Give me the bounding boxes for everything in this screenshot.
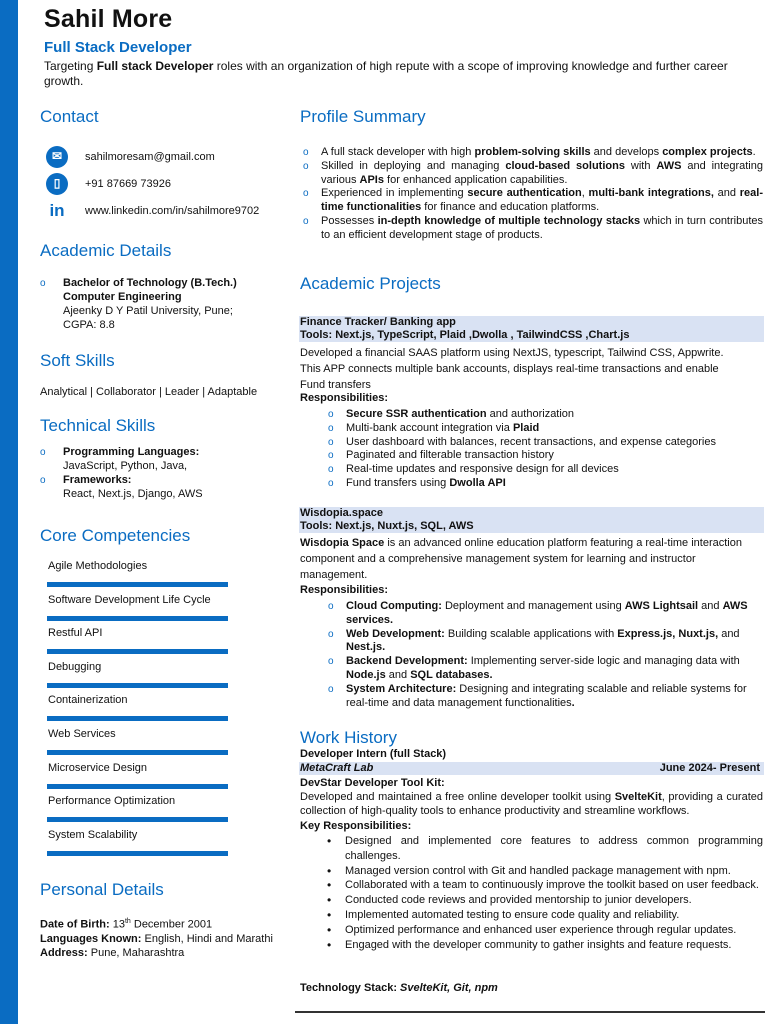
- competency-label: Agile Methodologies: [48, 560, 148, 572]
- competency-label: Web Services: [48, 728, 116, 740]
- tech-stack: Technology Stack: SvelteKit, Git, npm: [300, 982, 498, 994]
- fw-bullet-icon: o: [40, 475, 46, 486]
- technical-skills-heading: Technical Skills: [40, 416, 156, 435]
- project1-tools: Tools: Next.js, TypeScript, Plaid ,Dwolla , TailwindCSS ,Chart.js: [300, 329, 630, 341]
- list-item: o Multi-bank account integration via Plaid: [324, 422, 764, 436]
- work-date: June 2024- Present: [659, 762, 760, 774]
- phone-text: +91 87669 73926: [85, 177, 171, 190]
- email-icon: ✉: [46, 146, 68, 168]
- list-item: o Real-time updates and responsive design for all devices: [324, 463, 764, 477]
- list-item: o Skilled in deploying and managing cloud-based solutions with AWS and integrating various APIs for enhanced application capabilities.: [299, 160, 763, 188]
- competency-bar: [47, 616, 228, 621]
- list-item: • Managed version control with Git and handled package management with npm.: [323, 864, 763, 879]
- project2-tools: Tools: Next.js, Nuxt.js, SQL, AWS: [300, 520, 474, 532]
- competency-bar: [47, 750, 228, 755]
- list-item: o A full stack developer with high problem-solving skills and develops complex projects.: [299, 146, 763, 160]
- competency-bar: [47, 817, 228, 822]
- project2-description: Wisdopia Space is an advanced online education platform featuring a real-time interaction component and a comprehensive management system for learning and instructor management.: [300, 537, 742, 581]
- candidate-role: Full Stack Developer: [44, 39, 192, 56]
- competency-label: Software Development Life Cycle: [48, 593, 211, 606]
- competency-bar: [47, 582, 228, 587]
- list-item: o System Architecture: Designing and integrating scalable and reliable systems for real-time and data management functionalities.: [324, 683, 764, 711]
- competency-bar: [47, 784, 228, 789]
- competency-label: Performance Optimization: [48, 795, 176, 808]
- frameworks: Frameworks: React, Next.js, Django, AWS: [63, 474, 203, 500]
- competency-bar: [47, 683, 228, 688]
- soft-skills-text: Analytical | Collaborator | Leader | Adaptable: [40, 386, 258, 398]
- candidate-name: Sahil More: [44, 5, 173, 33]
- work-resp-label: Key Responsibilities:: [300, 820, 412, 832]
- linkedin-row[interactable]: [46, 200, 259, 222]
- career-objective: Targeting Full stack Developer roles with an organization of high repute with a scope of improving knowledge and further career growth.: [44, 59, 728, 88]
- work-company: MetaCraft Lab: [300, 762, 374, 774]
- competency-bar: [47, 851, 228, 856]
- programming-languages: Programming Languages: JavaScript, Python, Java,: [63, 446, 200, 472]
- competency-bar: [47, 649, 228, 654]
- project1-header: [299, 316, 764, 342]
- prog-bullet-icon: o: [40, 447, 46, 458]
- project2-responsibilities: [324, 600, 764, 710]
- college: Ajeenky D Y Patil University, Pune;: [63, 305, 233, 317]
- competency-label: Debugging: [48, 660, 102, 673]
- list-item: o Paginated and filterable transaction history: [324, 449, 764, 463]
- competency-label: Microservice Design: [48, 761, 148, 774]
- competency-bar: [47, 716, 228, 721]
- project1-responsibilities: [324, 408, 764, 491]
- list-item: o Fund transfers using Dwolla API: [324, 477, 764, 491]
- email-row[interactable]: [46, 146, 215, 168]
- academic-bullet-icon: o: [40, 278, 46, 289]
- project1-name: Finance Tracker/ Banking app: [300, 316, 456, 328]
- list-item: • Collaborated with a team to continuously improve the toolkit based on user feedback.: [323, 878, 763, 893]
- cgpa: CGPA: 8.8: [63, 319, 115, 331]
- list-item: o Possesses in-depth knowledge of multiple technology stacks which in turn contributes to an efficient development stage of products.: [299, 215, 763, 243]
- work-position: Developer Intern (full Stack): [300, 748, 447, 760]
- project2-header: [299, 507, 764, 533]
- linkedin-icon: in: [49, 200, 65, 220]
- list-item: • Implemented automated testing to ensure code quality and reliability.: [323, 908, 763, 923]
- sidebar-accent-bar: [0, 0, 18, 1024]
- competency-label: Restful API: [48, 627, 103, 640]
- phone-row[interactable]: [46, 173, 171, 195]
- contact-heading: Contact: [40, 107, 99, 126]
- languages: Languages Known: English, Hindi and Marathi: [40, 932, 273, 945]
- academic-details: [63, 276, 283, 332]
- bottom-rule: [295, 1011, 765, 1013]
- list-item: • Conducted code reviews and provided mentorship to junior developers.: [323, 893, 763, 908]
- list-item: o Cloud Computing: Deployment and management using AWS Lightsail and AWS services.: [324, 600, 764, 628]
- competencies-heading: Core Competencies: [40, 526, 191, 545]
- work-project: DevStar Developer Tool Kit:: [300, 777, 445, 789]
- profile-heading: Profile Summary: [300, 107, 426, 126]
- profile-list: [299, 146, 763, 243]
- work-responsibilities: [323, 834, 763, 952]
- personal-details: [40, 915, 290, 960]
- project1-description: Developed a financial SAAS platform using NextJS, typescript, Tailwind CSS, Appwrite. This APP connects multiple bank accounts, displays real-time transactions and enable Fund transfers: [300, 347, 724, 391]
- work-company-band: [299, 762, 764, 775]
- list-item: o Experienced in implementing secure authentication, multi-bank integrations, and real-time functionalities for finance and education platforms.: [299, 187, 763, 215]
- project1-resp-label: Responsibilities:: [300, 392, 389, 404]
- list-item: • Designed and implemented core features to address common programming challenges.: [323, 834, 763, 864]
- degree: Bachelor of Technology (B.Tech.): [63, 277, 237, 289]
- soft-skills-heading: Soft Skills: [40, 351, 115, 370]
- competency-label: Containerization: [48, 694, 128, 707]
- address: Address: Pune, Maharashtra: [40, 946, 185, 959]
- email-text: sahilmoresam@gmail.com: [85, 150, 215, 163]
- dob: Date of Birth: 13th December 2001: [40, 918, 213, 931]
- competency-label: System Scalability: [48, 828, 138, 841]
- phone-icon: ▯: [46, 173, 68, 195]
- list-item: • Engaged with the developer community to gather insights and feature requests.: [323, 938, 763, 953]
- linkedin-text: www.linkedin.com/in/sahilmore9702: [85, 204, 260, 217]
- list-item: o User dashboard with balances, recent transactions, and expense categories: [324, 436, 764, 450]
- list-item: o Backend Development: Implementing server-side logic and managing data with Node.js and SQL databases.: [324, 655, 764, 683]
- list-item: o Secure SSR authentication and authorization: [324, 408, 764, 422]
- branch: Computer Engineering: [63, 291, 182, 303]
- project2-resp-label: Responsibilities:: [300, 584, 389, 596]
- academic-heading: Academic Details: [40, 241, 172, 260]
- work-description: Developed and maintained a free online developer toolkit using SvelteKit, providing a curated collection of high-quality tools to enhance productivity and streamline workflows.: [300, 791, 764, 817]
- personal-heading: Personal Details: [40, 880, 164, 899]
- list-item: • Optimized performance and enhanced user experience through regular updates.: [323, 923, 763, 938]
- project2-name: Wisdopia.space: [300, 507, 384, 519]
- work-heading: Work History: [300, 728, 397, 747]
- list-item: o Web Development: Building scalable applications with Express.js, Nuxt.js, and Nest.js.: [324, 628, 764, 656]
- projects-heading: Academic Projects: [300, 274, 441, 293]
